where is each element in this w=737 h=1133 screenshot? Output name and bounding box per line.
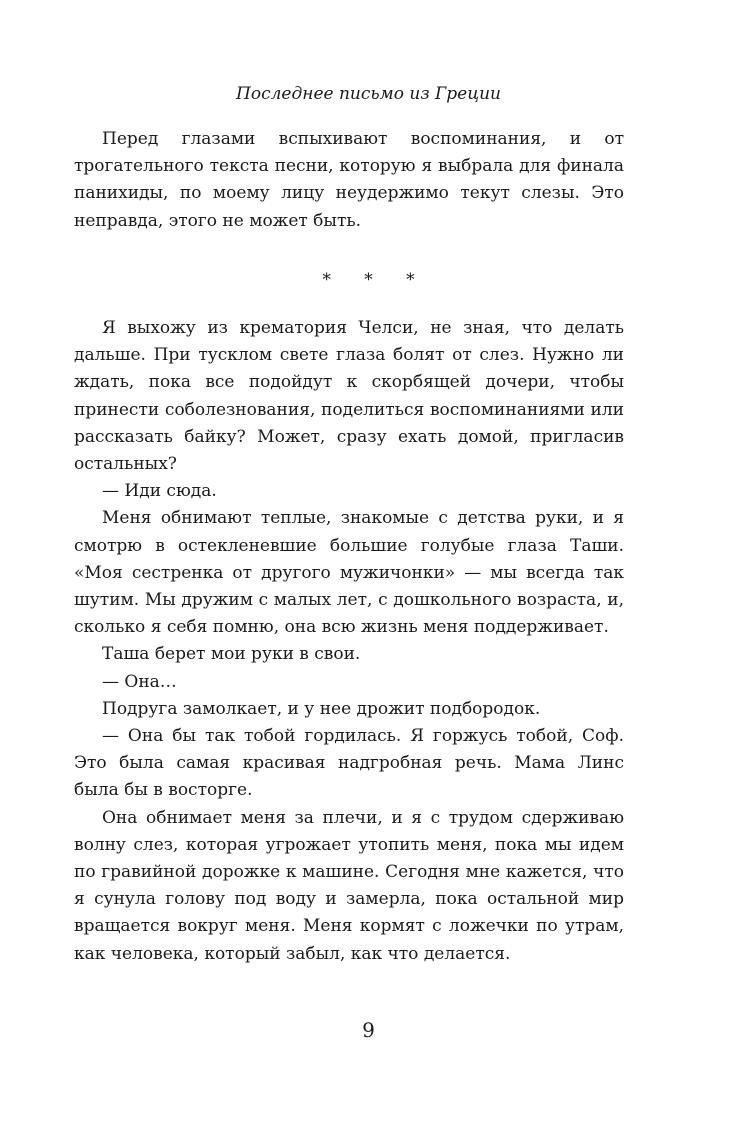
text-block-before-separator [74,126,624,235]
paragraph: Меня обнимают теплые, знакомые с детства руки, и я смотрю в остекленевшие большие голубые глаза Таши. «Моя сестренка от другого мужичонки» — мы всегда так шутим. Мы дружим с малых лет, с дошкольного возраста, и, сколько я себя помню, она всю жизнь меня поддерживает. [74,508,624,638]
page-number: 9 [362,1018,375,1042]
paragraph: Подруга замолкает, и у нее дрожит подбородок. [102,698,541,719]
running-header: Последнее письмо из Греции [236,84,501,104]
text-block-after-separator [74,315,624,968]
section-separator: * * * [322,270,429,290]
paragraph: Она обнимает меня за плечи, и я с трудом сдерживаю волну слез, которая угрожает утопить меня, пока мы идем по гравийной дорожке к машине. Сегодня мне кажется, что я сунула голову под воду и замерла, пока остальной мир вращается вокруг меня. Меня кормят с ложечки по утрам, как человека, который забыл, как что делается. [74,807,624,964]
paragraph: Я выхожу из крематория Челси, не зная, что делать дальше. При тусклом свете глаза болят от слез. Нужно ли ждать, пока все подойдут к скорбящей дочери, чтобы принести соболезнования, поделиться воспоминаниями или рассказать байку? Может, сразу ехать домой, пригласив остальных? [74,318,624,475]
dialogue-line: — Она бы так тобой гордилась. Я горжусь тобой, Соф. Это была самая красивая надгробная речь. Мама Линс была бы в восторге. [74,726,624,801]
paragraph: Таша берет мои руки в свои. [102,644,361,665]
paragraph: Перед глазами вспыхивают воспоминания, и от трогательного текста песни, которую я выбрала для финала панихиды, по моему лицу неудержимо текут слезы. Это неправда, этого не может быть. [74,129,624,231]
dialogue-line: — Она… [102,671,177,692]
dialogue-line: — Иди сюда. [102,481,217,502]
